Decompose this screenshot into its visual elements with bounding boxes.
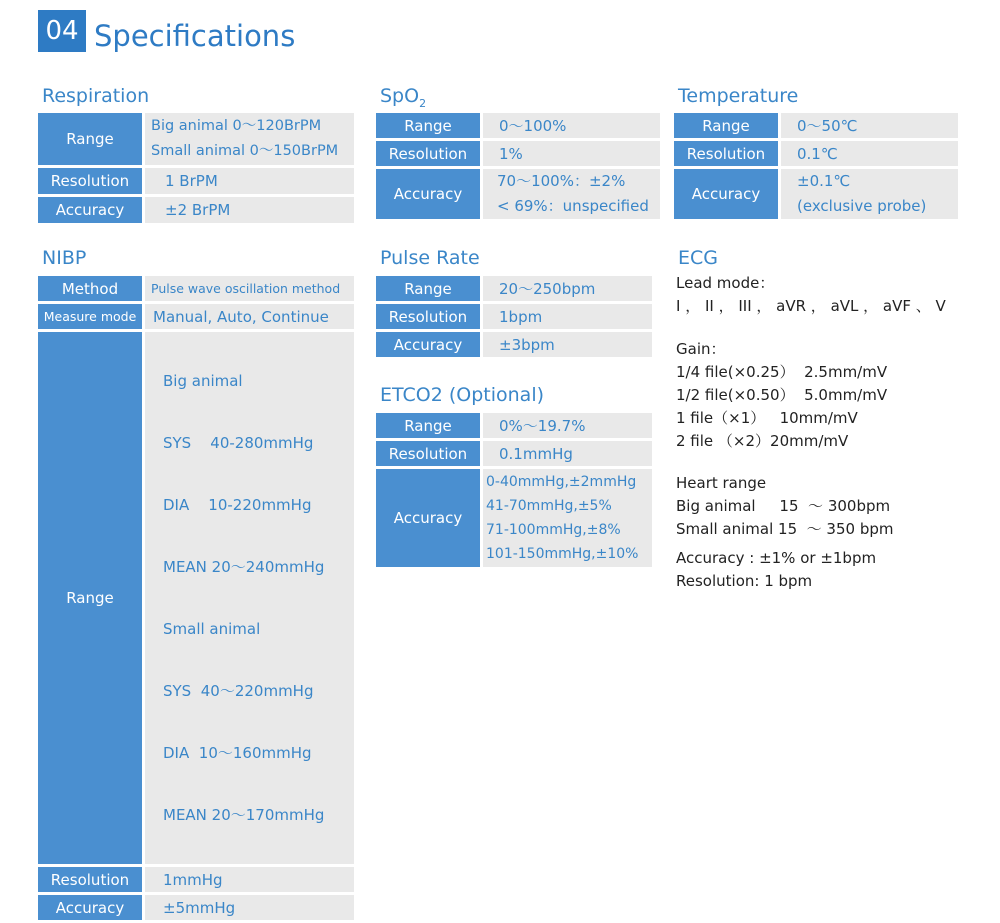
table-row [376, 169, 660, 219]
range-line: SYS 40-280mmHg [163, 434, 314, 452]
table-row [674, 141, 958, 166]
table-row [376, 276, 652, 301]
lead-mode-label: Lead mode： [676, 274, 775, 292]
nibp-table [38, 273, 354, 923]
etco2-heading: ETCO2 (Optional) [380, 384, 545, 406]
range-value: 0～100% [483, 113, 660, 138]
accuracy-value [483, 169, 660, 219]
accuracy-label: Accuracy [376, 469, 483, 567]
table-row [674, 169, 958, 219]
method-value: Pulse wave oscillation method [145, 276, 354, 301]
lead-mode-value: I ， II ， III ， aVR ， aVL ， aVF 、 V [676, 297, 946, 315]
temperature-table [674, 110, 958, 222]
accuracy-line: 0-40mmHg,±2mmHg [486, 474, 637, 490]
temperature-heading: Temperature [678, 85, 799, 107]
range-label: Range [674, 113, 781, 138]
resolution-value: 1bpm [483, 304, 652, 329]
measure-mode-label: Measure mode [38, 304, 145, 329]
accuracy-label: Accuracy [376, 332, 483, 357]
range-line: MEAN 20～240mmHg [163, 558, 325, 576]
pulse-rate-heading: Pulse Rate [380, 247, 480, 269]
heart-range-small: Small animal 15 ～ 350 bpm [676, 520, 894, 538]
accuracy-value: ±2 BrPM [145, 197, 354, 223]
resolution-value: 1% [483, 141, 660, 166]
table-row [38, 332, 354, 864]
accuracy-value [483, 469, 652, 567]
range-label: Range [376, 413, 483, 438]
accuracy-value [781, 169, 958, 219]
table-row [38, 276, 354, 301]
gain-line: 2 file （×2）20mm/mV [676, 432, 849, 450]
table-row [376, 141, 660, 166]
table-row [38, 895, 354, 920]
range-label: Range [38, 113, 145, 165]
resolution-label: Resolution [376, 304, 483, 329]
range-value [145, 332, 354, 864]
accuracy-label: Accuracy [674, 169, 781, 219]
accuracy-value: ±3bpm [483, 332, 652, 357]
resolution-value: 0.1℃ [781, 141, 958, 166]
ecg-details [676, 272, 946, 593]
page-title: Specifications [94, 19, 296, 53]
spo2-heading-main: SpO [380, 85, 420, 107]
range-big-animal: Big animal 0～120BrPM [151, 118, 322, 134]
accuracy-value: ±5mmHg [145, 895, 354, 920]
etco2-table [376, 410, 652, 570]
heart-range-big: Big animal 15 ～ 300bpm [676, 497, 891, 515]
accuracy-line: < 69%：unspecified [497, 197, 649, 215]
respiration-table [38, 110, 354, 226]
accuracy-line: 71-100mmHg,±8% [486, 522, 621, 538]
range-line: SYS 40～220mmHg [163, 682, 314, 700]
respiration-heading: Respiration [42, 85, 150, 107]
table-row [674, 113, 958, 138]
range-value: 0%～19.7% [483, 413, 652, 438]
range-line: Big animal [163, 372, 243, 390]
resolution-value: 1mmHg [145, 867, 354, 892]
section-number-badge: 04 [38, 10, 86, 52]
nibp-heading: NIBP [42, 247, 87, 269]
range-label: Range [376, 113, 483, 138]
table-row [38, 197, 354, 223]
table-row [38, 113, 354, 165]
method-label: Method [38, 276, 145, 301]
table-row [376, 413, 652, 438]
range-line: DIA 10-220mmHg [163, 496, 312, 514]
range-line: DIA 10～160mmHg [163, 744, 312, 762]
table-row [38, 867, 354, 892]
ecg-resolution: Resolution: 1 bpm [676, 572, 813, 590]
range-value: 20～250bpm [483, 276, 652, 301]
ecg-heading: ECG [678, 247, 718, 269]
accuracy-line: ±0.1℃ [797, 172, 851, 190]
spo2-heading-sub: 2 [419, 96, 427, 110]
accuracy-line: (exclusive probe) [797, 197, 927, 215]
table-row [376, 304, 652, 329]
gain-label: Gain： [676, 340, 726, 358]
table-row [376, 441, 652, 466]
accuracy-label: Accuracy [38, 197, 145, 223]
ecg-accuracy: Accuracy : ±1% or ±1bpm [676, 549, 877, 567]
heart-range-label: Heart range [676, 474, 767, 492]
range-line: MEAN 20～170mmHg [163, 806, 325, 824]
range-label: Range [376, 276, 483, 301]
resolution-label: Resolution [376, 141, 483, 166]
pulse-rate-table [376, 273, 652, 360]
gain-line: 1/2 file(×0.50） 5.0mm/mV [676, 386, 888, 404]
spo2-table [376, 110, 660, 222]
resolution-label: Resolution [376, 441, 483, 466]
resolution-label: Resolution [38, 168, 145, 194]
accuracy-label: Accuracy [38, 895, 145, 920]
table-row [38, 304, 354, 329]
range-label: Range [38, 332, 145, 864]
accuracy-line: 41-70mmHg,±5% [486, 498, 612, 514]
measure-mode-value: Manual, Auto, Continue [145, 304, 354, 329]
gain-line: 1 file（×1） 10mm/mV [676, 409, 858, 427]
accuracy-line: 70～100%：±2% [497, 172, 626, 190]
resolution-value: 0.1mmHg [483, 441, 652, 466]
table-row [376, 332, 652, 357]
range-line: Small animal [163, 620, 261, 638]
range-small-animal: Small animal 0～150BrPM [151, 143, 339, 159]
resolution-label: Resolution [38, 867, 145, 892]
range-value: 0～50℃ [781, 113, 958, 138]
range-value [145, 113, 354, 165]
gain-line: 1/4 file(×0.25） 2.5mm/mV [676, 363, 888, 381]
table-row [38, 168, 354, 194]
resolution-value: 1 BrPM [145, 168, 354, 194]
accuracy-label: Accuracy [376, 169, 483, 219]
resolution-label: Resolution [674, 141, 781, 166]
table-row [376, 469, 652, 567]
accuracy-line: 101-150mmHg,±10% [486, 546, 639, 562]
table-row [376, 113, 660, 138]
